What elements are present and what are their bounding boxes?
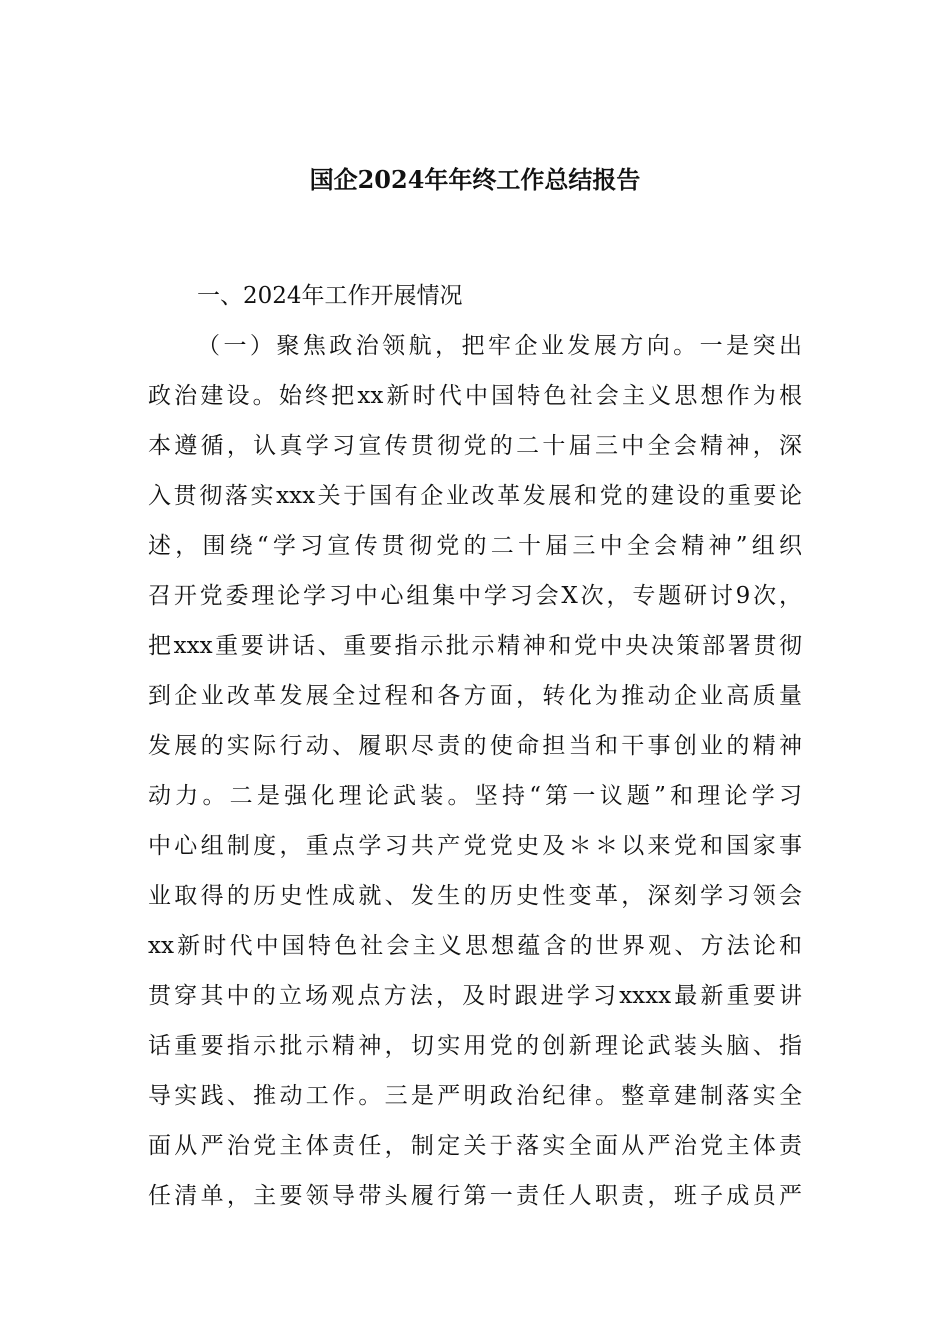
paragraph-line: 动力。二是强化理论武装。坚持“第一议题”和理论学习 bbox=[148, 783, 802, 809]
paragraph-line: 本遵循，认真学习宣传贯彻党的二十届三中全会精神，深 bbox=[148, 433, 802, 459]
paragraph-line: 话重要指示批示精神，切实用党的创新理论武装头脑、指 bbox=[148, 1033, 802, 1059]
paragraph-line: 任清单，主要领导带头履行第一责任人职责，班子成员严 bbox=[148, 1183, 802, 1209]
paragraph-line: 到企业改革发展全过程和各方面，转化为推动企业高质量 bbox=[148, 683, 802, 709]
section-heading: 一、2024年工作开展情况 bbox=[197, 283, 463, 309]
paragraph-line: 中心组制度，重点学习共产党党史及＊＊以来党和国家事 bbox=[148, 833, 802, 859]
paragraph-line: 业取得的历史性成就、发生的历史性变革，深刻学习领会 bbox=[148, 883, 802, 909]
paragraph-line: 导实践、推动工作。三是严明政治纪律。整章建制落实全 bbox=[148, 1083, 802, 1109]
paragraph-line: 政治建设。始终把xx新时代中国特色社会主义思想作为根 bbox=[148, 383, 802, 409]
paragraph-line: 把xxx重要讲话、重要指示批示精神和党中央决策部署贯彻 bbox=[148, 633, 802, 659]
paragraph-line: xx新时代中国特色社会主义思想蕴含的世界观、方法论和 bbox=[148, 933, 802, 959]
paragraph-line: 述，围绕“学习宣传贯彻党的二十届三中全会精神”组织 bbox=[148, 533, 802, 559]
paragraph-line: 面从严治党主体责任，制定关于落实全面从严治党主体责 bbox=[148, 1133, 802, 1159]
document-title: 国企2024年年终工作总结报告 bbox=[309, 165, 641, 194]
paragraph-line: 入贯彻落实xxx关于国有企业改革发展和党的建设的重要论 bbox=[148, 483, 802, 509]
paragraph-line: 贯穿其中的立场观点方法，及时跟进学习xxxx最新重要讲 bbox=[148, 983, 802, 1009]
paragraph-line: 发展的实际行动、履职尽责的使命担当和干事创业的精神 bbox=[148, 733, 802, 759]
paragraph-line: 召开党委理论学习中心组集中学习会X次，专题研讨9次， bbox=[148, 583, 802, 609]
paragraph-line: （一）聚焦政治领航，把牢企业发展方向。一是突出 bbox=[197, 333, 802, 359]
